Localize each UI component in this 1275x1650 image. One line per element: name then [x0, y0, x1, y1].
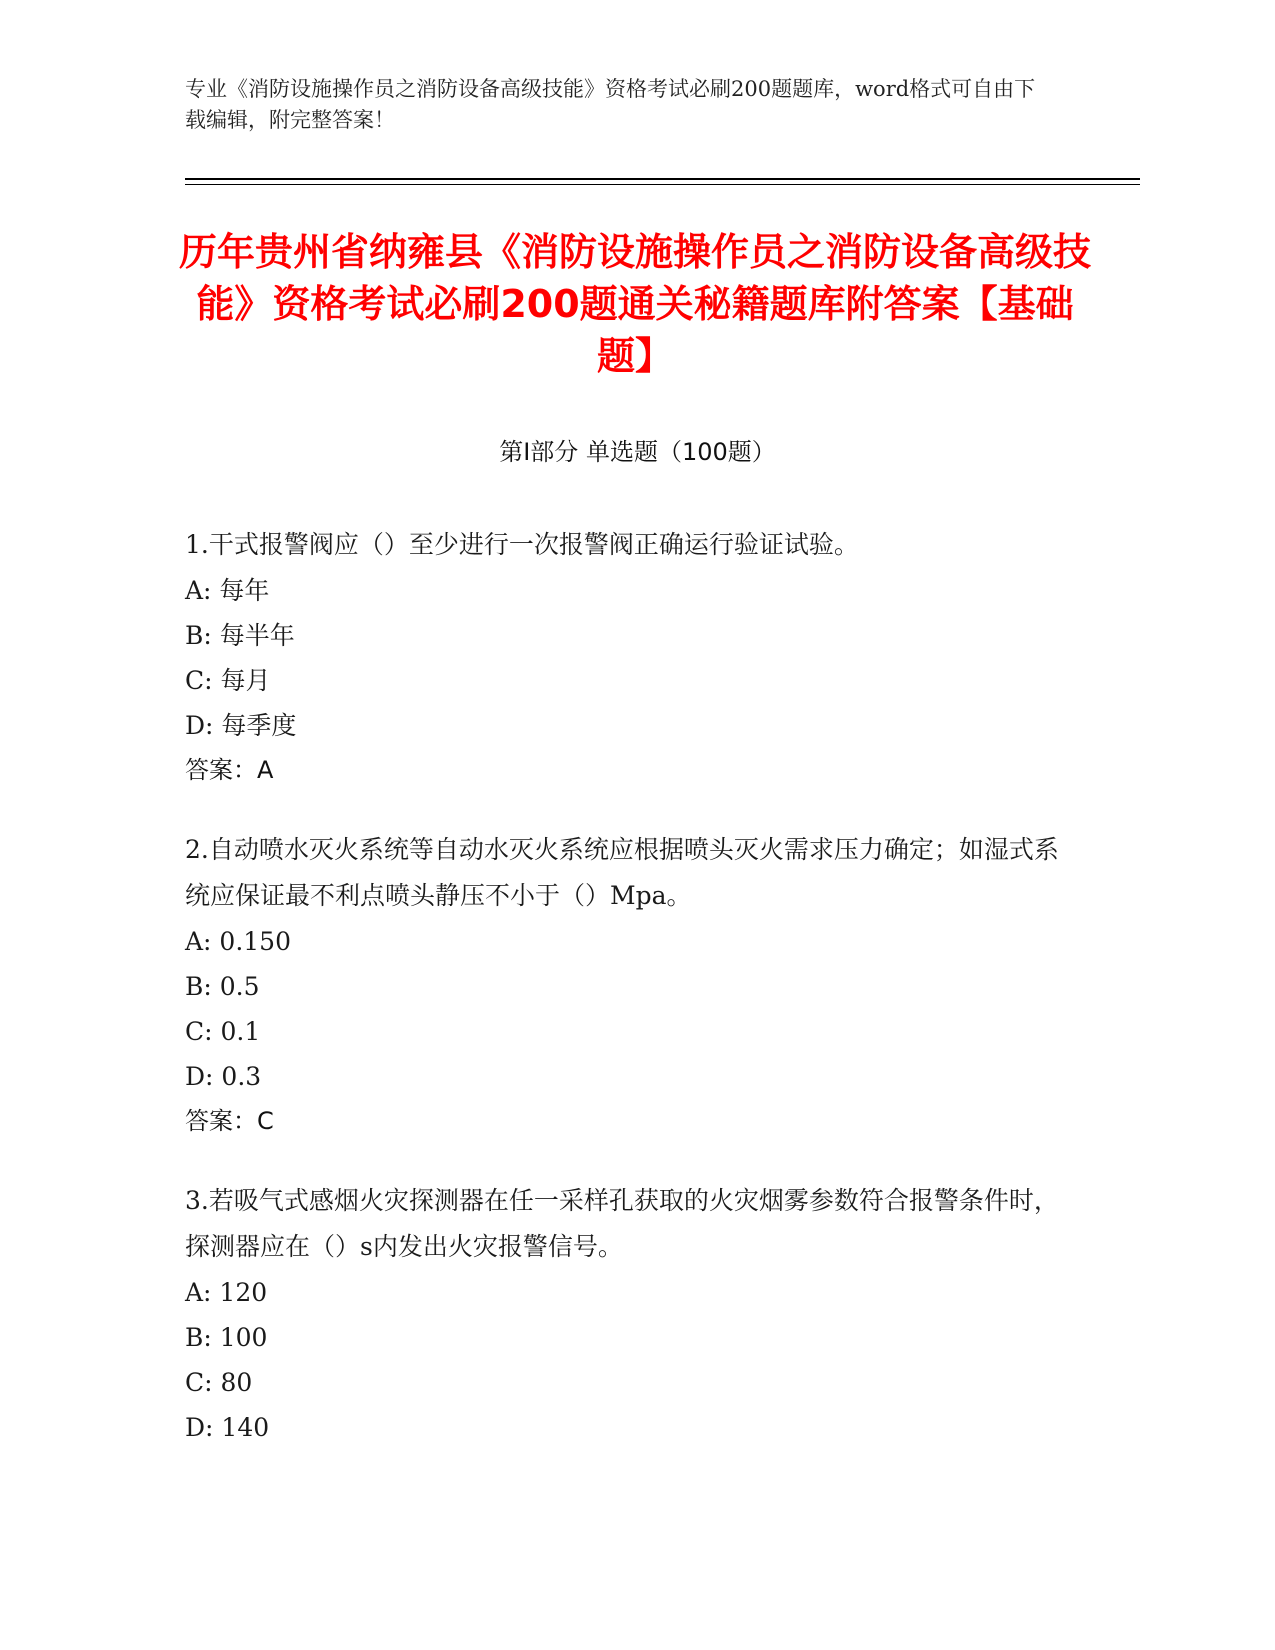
option-b: B: 100 [185, 1323, 268, 1352]
option-c: C: 80 [185, 1368, 253, 1397]
question-stem: 1.干式报警阀应（）至少进行一次报警阀正确运行验证试验。 [185, 530, 859, 559]
question-3 [185, 1178, 1065, 1450]
option-a: A: 每年 [185, 576, 270, 605]
option-b: B: 0.5 [185, 972, 260, 1001]
question-2 [185, 827, 1065, 1144]
option-d: D: 0.3 [185, 1062, 262, 1091]
question-1 [185, 522, 1065, 793]
answer-line: 答案：C [185, 1107, 274, 1135]
document-title: 历年贵州省纳雍县《消防设施操作员之消防设备高级技能》资格考试必刷200题通关秘籍题库附答案【基础题】 [178, 230, 1091, 378]
option-a: A: 120 [185, 1278, 268, 1307]
option-d: D: 140 [185, 1413, 270, 1442]
header-divider-thick [185, 178, 1140, 180]
option-c: C: 每月 [185, 666, 271, 695]
answer-line: 答案：A [185, 756, 274, 784]
section-heading: 第Ⅰ部分 单选题（100题） [499, 438, 776, 466]
option-c: C: 0.1 [185, 1017, 261, 1046]
question-list [185, 522, 1065, 1484]
option-a: A: 0.150 [185, 927, 291, 956]
question-stem: 3.若吸气式感烟火灾探测器在任一采样孔获取的火灾烟雾参数符合报警条件时，探测器应在（）s内发出火灾报警信号。 [185, 1186, 1059, 1261]
header-note: 专业《消防设施操作员之消防设备高级技能》资格考试必刷200题题库，word格式可自由下载编辑，附完整答案！ [185, 77, 1036, 132]
option-d: D: 每季度 [185, 711, 297, 740]
header-divider-thin [185, 184, 1140, 185]
option-b: B: 每半年 [185, 621, 295, 650]
question-stem: 2.自动喷水灭火系统等自动水灭火系统应根据喷头灭火需求压力确定；如湿式系统应保证最不利点喷头静压不小于（）Mpa。 [185, 835, 1059, 910]
